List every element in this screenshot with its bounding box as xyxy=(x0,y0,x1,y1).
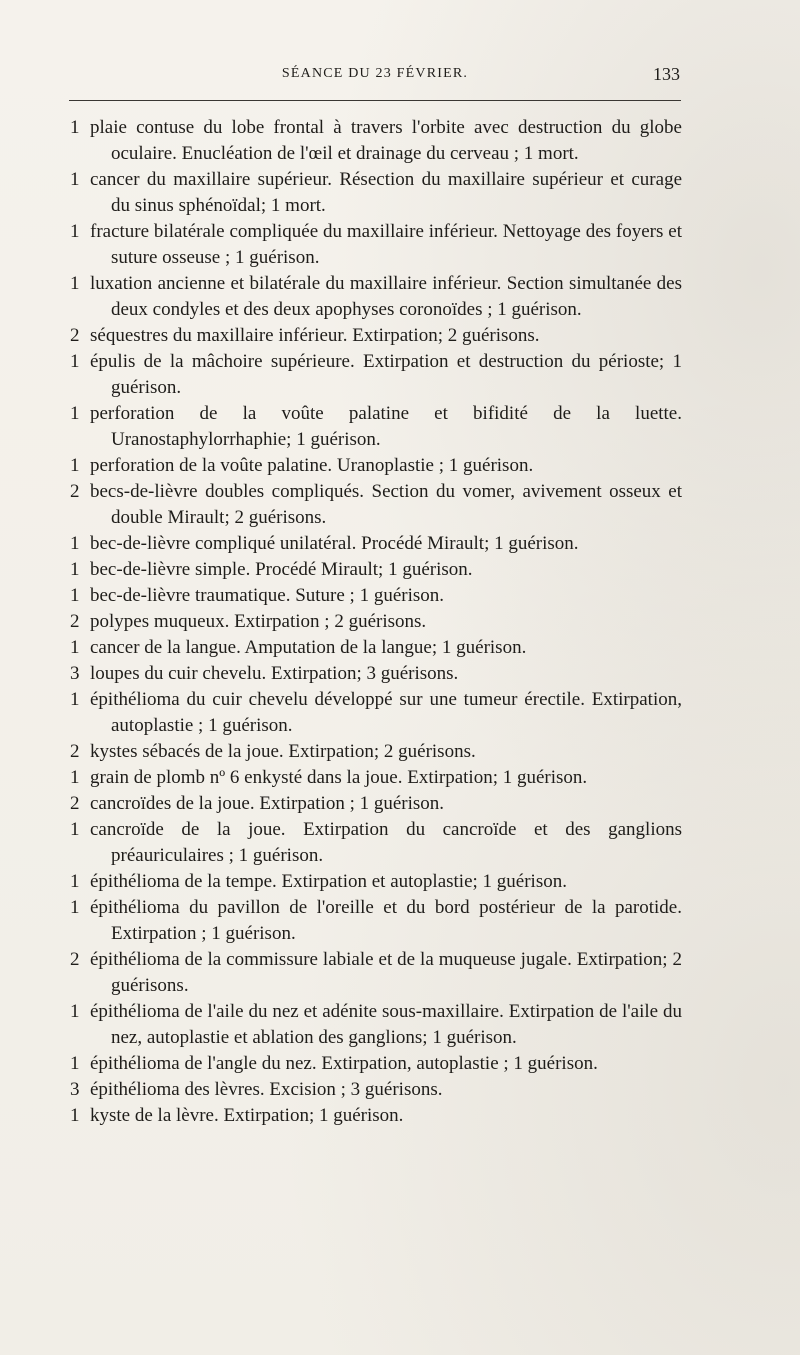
list-item xyxy=(70,349,682,401)
case-count: 2 xyxy=(70,611,80,632)
case-count: 1 xyxy=(70,559,80,580)
case-text: bec-de-lièvre traumatique. Suture ; 1 guérison. xyxy=(90,585,445,606)
case-text: cancroïdes de la joue. Extirpation ; 1 guérison. xyxy=(90,793,445,814)
running-head: SÉANCE DU 23 FÉVRIER. xyxy=(281,66,469,81)
case-count: 1 xyxy=(70,1105,80,1126)
case-count: 1 xyxy=(70,455,80,476)
list-item xyxy=(70,271,682,323)
case-count: 2 xyxy=(70,325,80,346)
case-text: cancer de la langue. Amputation de la langue; 1 guérison. xyxy=(90,637,527,658)
case-text: perforation de la voûte palatine et bifidité de la luette. Uranostaphylorrhaphie; 1 guérison. xyxy=(90,403,682,450)
page-header xyxy=(68,64,682,86)
case-text: épithélioma de l'aile du nez et adénite sous-maxillaire. Extirpation de l'aile du nez, autoplastie et ablation des ganglions; 1 guérison. xyxy=(90,1001,682,1048)
case-count: 2 xyxy=(70,741,80,762)
list-item xyxy=(70,557,682,583)
list-item xyxy=(70,453,682,479)
case-text: kystes sébacés de la joue. Extirpation; 2 guérisons. xyxy=(90,741,476,762)
page-number: 133 xyxy=(653,64,680,84)
case-count: 1 xyxy=(70,1053,80,1074)
list-item xyxy=(70,583,682,609)
list-item xyxy=(70,479,682,531)
case-text: épulis de la mâchoire supérieure. Extirpation et destruction du périoste; 1 guérison. xyxy=(90,351,682,398)
list-item xyxy=(70,947,682,999)
case-text: épithélioma du cuir chevelu développé sur une tumeur érectile. Extirpation, autoplastie ; 1 guérison. xyxy=(90,689,682,736)
case-count: 1 xyxy=(70,897,80,918)
case-text: épithélioma des lèvres. Excision ; 3 guérisons. xyxy=(90,1079,443,1100)
list-item xyxy=(70,531,682,557)
case-count: 3 xyxy=(70,663,80,684)
case-count: 1 xyxy=(70,169,80,190)
list-item xyxy=(70,1077,682,1103)
case-count: 1 xyxy=(70,403,80,424)
list-item xyxy=(70,609,682,635)
case-text: cancer du maxillaire supérieur. Résection du maxillaire supérieur et curage du sinus sphénoïdal; 1 mort. xyxy=(90,169,682,216)
case-count: 2 xyxy=(70,793,80,814)
case-text: kyste de la lèvre. Extirpation; 1 guérison. xyxy=(90,1105,404,1126)
case-count: 2 xyxy=(70,949,80,970)
case-text: épithélioma de la tempe. Extirpation et autoplastie; 1 guérison. xyxy=(90,871,567,892)
list-item xyxy=(70,401,682,453)
case-count: 1 xyxy=(70,871,80,892)
list-item xyxy=(70,661,682,687)
case-count: 1 xyxy=(70,1001,80,1022)
case-text: séquestres du maxillaire inférieur. Extirpation; 2 guérisons. xyxy=(90,325,540,346)
list-item xyxy=(70,219,682,271)
case-text: grain de plomb nº 6 enkysté dans la joue. Extirpation; 1 guérison. xyxy=(90,767,588,788)
list-item xyxy=(70,791,682,817)
case-text: épithélioma de la commissure labiale et de la muqueuse jugale. Extirpation; 2 guérisons. xyxy=(90,949,682,996)
case-count: 2 xyxy=(70,481,80,502)
case-text: cancroïde de la joue. Extirpation du cancroïde et des ganglions préauriculaires ; 1 guérison. xyxy=(90,819,682,866)
case-text: plaie contuse du lobe frontal à travers l'orbite avec destruction du globe oculaire. Enucléation de l'œil et drainage du cerveau ; 1 mort. xyxy=(90,117,682,164)
case-text: polypes muqueux. Extirpation ; 2 guérisons. xyxy=(90,611,427,632)
header-rule xyxy=(69,100,681,101)
case-text: fracture bilatérale compliquée du maxillaire inférieur. Nettoyage des foyers et suture osseuse ; 1 guérison. xyxy=(90,221,682,268)
case-count: 1 xyxy=(70,585,80,606)
list-item xyxy=(70,167,682,219)
case-count: 1 xyxy=(70,637,80,658)
list-item xyxy=(70,635,682,661)
list-item xyxy=(70,999,682,1051)
case-text: luxation ancienne et bilatérale du maxillaire inférieur. Section simultanée des deux condyles et des deux apophyses coronoïdes ; 1 guérison. xyxy=(90,273,682,320)
case-text: épithélioma du pavillon de l'oreille et du bord postérieur de la parotide. Extirpation ; 1 guérison. xyxy=(90,897,682,944)
case-count: 1 xyxy=(70,767,80,788)
list-item xyxy=(70,739,682,765)
list-item xyxy=(70,817,682,869)
case-count: 1 xyxy=(70,273,80,294)
case-count: 3 xyxy=(70,1079,80,1100)
list-item xyxy=(70,1103,682,1129)
case-text: bec-de-lièvre simple. Procédé Mirault; 1 guérison. xyxy=(90,559,473,580)
case-text: loupes du cuir chevelu. Extirpation; 3 guérisons. xyxy=(90,663,459,684)
case-count: 1 xyxy=(70,689,80,710)
case-list xyxy=(70,115,682,1129)
case-count: 1 xyxy=(70,533,80,554)
case-text: bec-de-lièvre compliqué unilatéral. Procédé Mirault; 1 guérison. xyxy=(90,533,579,554)
case-text: becs-de-lièvre doubles compliqués. Section du vomer, avivement osseux et double Mirault; 2 guérisons. xyxy=(90,481,682,528)
case-count: 1 xyxy=(70,221,80,242)
case-text: épithélioma de l'angle du nez. Extirpation, autoplastie ; 1 guérison. xyxy=(90,1053,598,1074)
list-item xyxy=(70,687,682,739)
list-item xyxy=(70,1051,682,1077)
list-item xyxy=(70,115,682,167)
case-count: 1 xyxy=(70,117,80,138)
list-item xyxy=(70,869,682,895)
case-count: 1 xyxy=(70,351,80,372)
list-item xyxy=(70,895,682,947)
list-item xyxy=(70,765,682,791)
case-count: 1 xyxy=(70,819,80,840)
list-item xyxy=(70,323,682,349)
case-text: perforation de la voûte palatine. Uranoplastie ; 1 guérison. xyxy=(90,455,534,476)
